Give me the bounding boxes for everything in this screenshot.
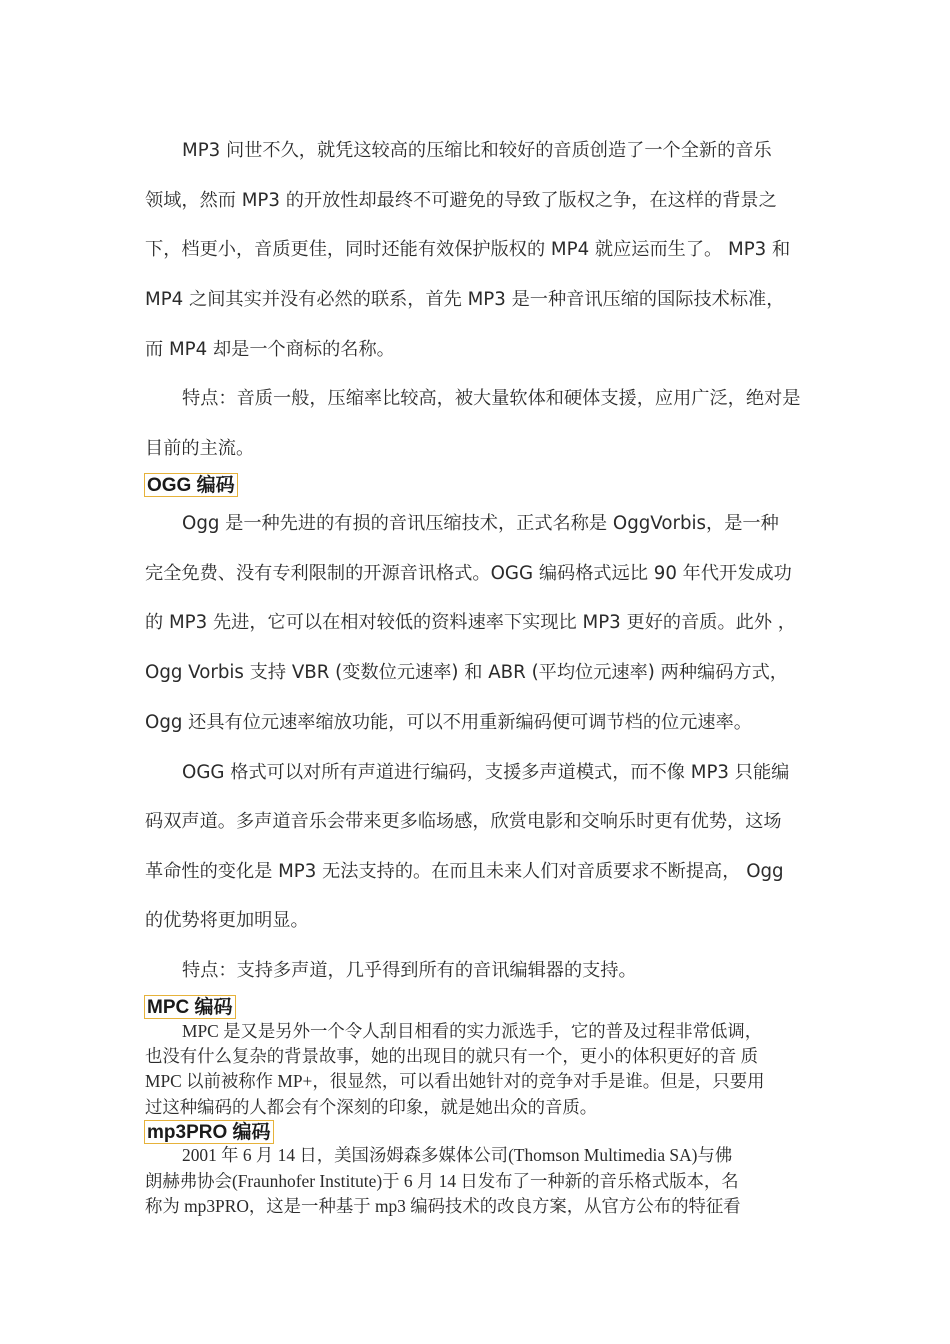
ogg-p2-line-4: 的优势将更加明显。 [145, 910, 309, 931]
ogg-p2-line-1: OGG 格式可以对所有声道进行编码，支援多声道模式，而不像 MP3 只能编 [182, 762, 790, 783]
mp3-intro-line-1: MP3 问世不久，就凭这较高的压缩比和较好的音质创造了一个全新的音乐 [182, 140, 772, 161]
ogg-p1-line-1: Ogg 是一种先进的有损的音讯压缩技术，正式名称是 OggVorbis，是一种 [182, 513, 779, 534]
ogg-feature-line: 特点：支持多声道，几乎得到所有的音讯编辑器的支持。 [182, 960, 637, 981]
mpc-p-line-2: 也没有什么复杂的背景故事，她的出现目的就只有一个，更小的体积更好的音 质 [145, 1046, 759, 1066]
mp3-intro-line-4: MP4 之间其实并没有必然的联系，首先 MP3 是一种音讯压缩的国际技术标准， [145, 289, 785, 310]
mp3pro-p-line-2: 朗赫弗协会(Fraunhofer Institute)于 6 月 14 日发布了一种新的音乐格式版本，名 [145, 1171, 739, 1191]
mpc-p-line-3: MPC 以前被称作 MP+，很显然，可以看出她针对的竞争对手是谁。但是，只要用 [145, 1071, 765, 1091]
mp3pro-section-heading: mp3PRO 编码 [144, 1120, 274, 1144]
mp3-feature-line-2: 目前的主流。 [145, 438, 255, 459]
mp3-intro-line-5: 而 MP4 却是一个商标的名称。 [145, 339, 395, 360]
ogg-p1-line-2: 完全免费、没有专利限制的开源音讯格式。OGG 编码格式远比 90 年代开发成功 [145, 563, 792, 584]
mp3pro-p-line-3: 称为 mp3PRO，这是一种基于 mp3 编码技术的改良方案，从官方公布的特征看 [145, 1196, 741, 1216]
mp3-intro-line-3: 下，档更小，音质更佳，同时还能有效保护版权的 MP4 就应运而生了。 MP3 和 [145, 239, 791, 260]
ogg-p1-line-4: Ogg Vorbis 支持 VBR (变数位元速率) 和 ABR (平均位元速率) 两种编码方式， [145, 662, 788, 683]
ogg-p2-line-3: 革命性的变化是 MP3 无法支持的。在而且未来人们对音质要求不断提高， Ogg [145, 861, 784, 882]
mpc-p-line-4: 过这种编码的人都会有个深刻的印象，就是她出众的音质。 [145, 1097, 598, 1117]
mpc-section-heading: MPC 编码 [144, 995, 236, 1019]
mp3-feature-line-1: 特点：音质一般，压缩率比较高，被大量软体和硬体支援，应用广泛，绝对是 [182, 388, 801, 409]
mpc-p-line-1: MPC 是又是另外一个令人刮目相看的实力派选手，它的普及过程非常低调， [182, 1021, 763, 1041]
mp3pro-p-line-1: 2001 年 6 月 14 日，美国汤姆森多媒体公司(Thomson Multimedia SA)与佛 [182, 1145, 733, 1165]
ogg-p1-line-5: Ogg 还具有位元速率缩放功能，可以不用重新编码便可调节档的位元速率。 [145, 712, 752, 733]
ogg-p1-line-3: 的 MP3 先进，它可以在相对较低的资料速率下实现比 MP3 更好的音质。此外 ， [145, 612, 796, 633]
mp3-intro-line-2: 领域，然而 MP3 的开放性却最终不可避免的导致了版权之争，在这样的背景之 [145, 190, 777, 211]
ogg-p2-line-2: 码双声道。多声道音乐会带来更多临场感，欣赏电影和交响乐时更有优势，这场 [145, 811, 782, 832]
ogg-section-heading: OGG 编码 [144, 473, 238, 497]
